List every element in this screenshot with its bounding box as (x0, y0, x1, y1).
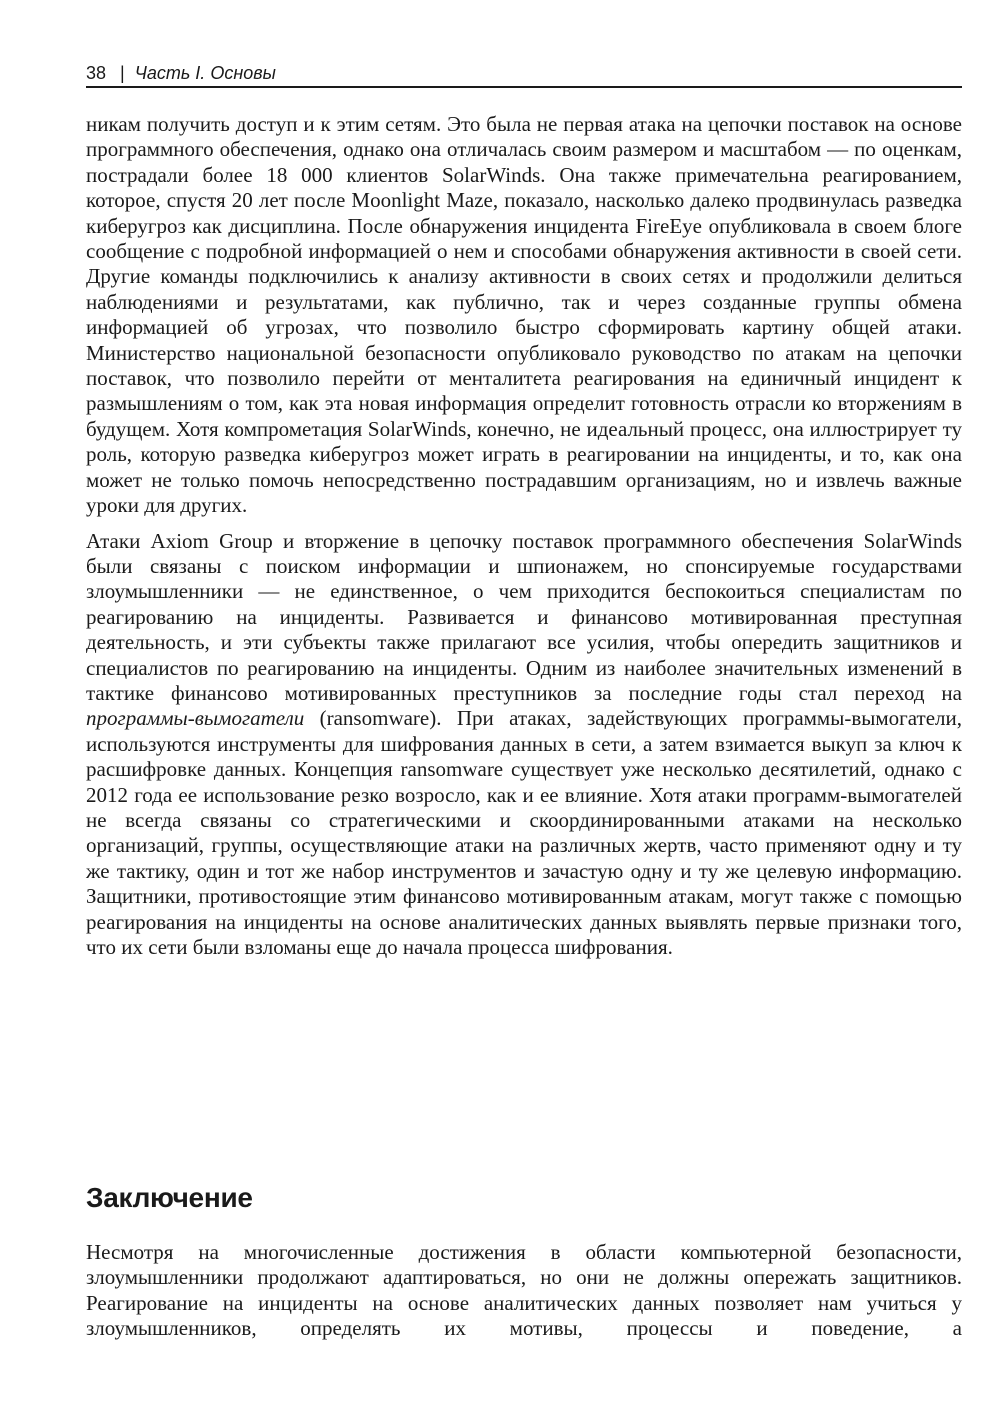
conclusion-paragraph: Несмотря на многочисленные достижения в области компьютерной безопасности, злоумышленники продолжают адаптироваться, но они не должны опережать защитников. Реагирование на инциденты на основе аналитических данных позволяет нам учиться у злоумышленников, определять их мотивы, процессы и поведение, а (86, 1240, 962, 1341)
paragraph-solarwinds (86, 112, 962, 519)
emphasized-term: программы-вымогатели (86, 706, 305, 731)
running-head (86, 60, 962, 88)
page-number: 38 (86, 63, 107, 83)
header-separator: | (120, 63, 125, 83)
part-title: Часть I. Основы (134, 63, 276, 83)
paragraph-text: (ransomware). При атаках, задействующих программы-вымогатели, используются инструменты для шифрования данных в сети, а затем взимается выкуп за ключ к расшифровке данных. Концепция ransomware существует уже несколько десятилетий, однако с 2012 года ее использование резко возросло, как и ее влияние. Хотя атаки программ-вымогателей не всегда связаны со стратегическими и скоординированными атаками на несколько организаций, группы, осуществляющие атаки на различных жертв, часто применяют одну и ту же тактику, один и тот же набор инструментов и зачастую одну и ту же целевую информацию. Защитники, противостоящие этим финансово мотивированным атакам, могут также с помощью реагирования на инциденты на основе аналитических данных выявлять первые признаки того, что их сети были взломаны еще до начала процесса шифрования. (86, 706, 962, 959)
paragraph-text: Атаки Axiom Group и вторжение в цепочку поставок программного обеспечения SolarWinds были связаны с поиском информации и шпионажем, но спонсируемые государствами злоумышленники — не единственное, о чем приходится беспокоиться специалистам по реагированию на инциденты. Развивается и финансово мотивированная преступная деятельность, и эти субъекты также прилагают все усилия, чтобы опередить защитников и специалистов по реагированию на инциденты. Одним из наиболее значительных изменений в тактике финансово мотивированных преступников за последние годы стал переход на (86, 528, 962, 705)
paragraph-text: никам получить доступ и к этим сетям. Это была не первая атака на цепочки поставок на основе программного обеспечения, однако она отличалась своим размером и масштабом — по оценкам, пострадали более 18 000 клиентов SolarWinds. Она также примечательна реагированием, которое, спустя 20 лет после Moonlight Maze, показало, насколько далеко продвинулась разведка киберугроз как дисциплина. После обнаружения инцидента FireEye опубликовала в своем блоге сообщение с подробной информацией о нем и способами обнаружения активности в своей сети. Другие команды подключились к анализу активности в своих сетях и продолжили делиться наблюдениями и результатами, как публично, так и через созданные группы обмена информацией об угрозах, что позволило быстро сформировать картину общей атаки. Министерство национальной безопасности опубликовало руководство по атакам на цепочки поставок, что позволило перейти от менталитета реагирования на единичный инцидент к размышлениям о том, как эта новая информация определит готовность отрасли ко вторжениям в будущем. Хотя компрометация SolarWinds, конечно, не идеальный процесс, она иллюстрирует ту роль, которую разведка киберугроз может играть в реагировании на инциденты, и то, как она может не только помочь непосредственно пострадавшим организациям, но и извлечь важные уроки для других. (86, 112, 962, 518)
conclusion-text (86, 1240, 962, 1342)
paragraph-ransomware (86, 529, 962, 961)
section-heading: Заключение (86, 1182, 253, 1213)
body-text (86, 112, 962, 970)
